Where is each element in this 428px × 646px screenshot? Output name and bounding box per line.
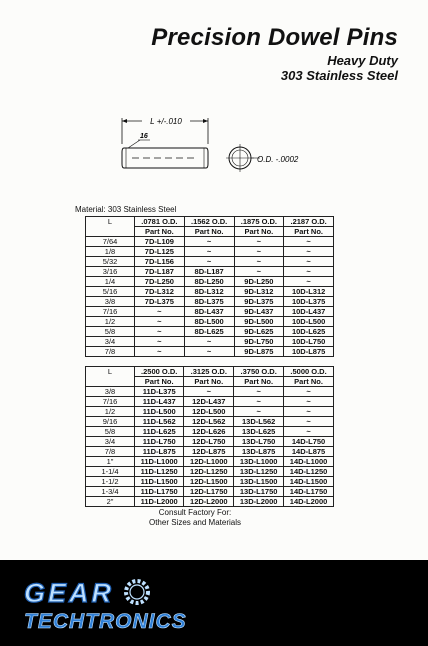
part-number-cell: ~ [184, 237, 234, 247]
table-row [86, 407, 334, 417]
table-row [86, 327, 334, 337]
part-number-cell: 8D-L250 [184, 277, 234, 287]
part-number-cell: ~ [184, 337, 234, 347]
table-row [86, 277, 334, 287]
part-number-cell: ~ [135, 317, 185, 327]
part-number-cell: 14D-L1000 [284, 457, 334, 467]
part-number-cell: 11D-L2000 [135, 497, 184, 507]
part-number-cell: 13D-L1500 [234, 477, 284, 487]
column-header: .3125 O.D. [184, 367, 234, 377]
part-number-cell: 7D-L125 [135, 247, 185, 257]
part-number-cell: 7D-L156 [135, 257, 185, 267]
length-cell: 1/4 [86, 277, 135, 287]
part-number-cell: ~ [284, 417, 334, 427]
part-number-cell: 9D-L250 [234, 277, 284, 287]
part-number-cell: ~ [184, 387, 234, 397]
column-header: .1875 O.D. [234, 217, 284, 227]
part-number-cell: 7D-L250 [135, 277, 185, 287]
part-number-cell: ~ [234, 387, 284, 397]
subtitle-material: 303 Stainless Steel [280, 68, 398, 83]
part-number-cell: 13D-L625 [234, 427, 284, 437]
table-row [86, 237, 334, 247]
part-number-cell: 12D-L2000 [184, 497, 234, 507]
brand-line-gear: GEAR [24, 578, 115, 608]
table-row [86, 297, 334, 307]
length-cell: 7/16 [86, 307, 135, 317]
dowel-pin-diagram [110, 110, 310, 190]
table-header-row [86, 217, 334, 227]
table-row [86, 317, 334, 327]
part-number-cell: 11D-L1250 [135, 467, 184, 477]
table-row [86, 347, 334, 357]
part-number-cell: 10D-L312 [284, 287, 334, 297]
part-number-cell: 12D-L1750 [184, 487, 234, 497]
footnote [130, 508, 260, 528]
length-cell: 1" [86, 457, 135, 467]
part-number-cell: ~ [234, 247, 284, 257]
part-number-cell: ~ [284, 237, 334, 247]
part-no-header: Part No. [234, 377, 284, 387]
length-cell: 1-1/4 [86, 467, 135, 477]
part-no-header: Part No. [135, 377, 184, 387]
part-number-cell: ~ [184, 247, 234, 257]
table-row [86, 477, 334, 487]
column-header: .5000 O.D. [284, 367, 334, 377]
part-number-cell: 8D-L437 [184, 307, 234, 317]
part-number-cell: ~ [284, 397, 334, 407]
part-number-cell: 12D-L626 [184, 427, 234, 437]
part-number-cell: 10D-L875 [284, 347, 334, 357]
length-cell: 3/16 [86, 267, 135, 277]
column-header: .0781 O.D. [135, 217, 185, 227]
length-cell: 7/16 [86, 397, 135, 407]
part-number-cell: 8D-L187 [184, 267, 234, 277]
length-cell: 3/8 [86, 297, 135, 307]
table-row [86, 427, 334, 437]
length-cell: 7/64 [86, 237, 135, 247]
part-no-header: Part No. [234, 227, 284, 237]
part-number-cell: 8D-L500 [184, 317, 234, 327]
length-cell: 7/8 [86, 447, 135, 457]
length-cell: 1/8 [86, 247, 135, 257]
part-number-cell: 11D-L750 [135, 437, 184, 447]
part-number-cell: 9D-L437 [234, 307, 284, 317]
table-row [86, 457, 334, 467]
part-number-cell: 11D-L562 [135, 417, 184, 427]
part-no-header: Part No. [284, 227, 334, 237]
length-tolerance-label: L +/-.010 [150, 117, 182, 126]
part-number-cell: 11D-L500 [135, 407, 184, 417]
part-number-cell: 7D-L109 [135, 237, 185, 247]
table-row [86, 307, 334, 317]
length-cell: 5/16 [86, 287, 135, 297]
part-number-cell: 9D-L312 [234, 287, 284, 297]
part-number-cell: 11D-L875 [135, 447, 184, 457]
chamfer-label: 16 [140, 133, 148, 140]
length-cell: 1/2 [86, 407, 135, 417]
part-number-cell: 11D-L437 [135, 397, 184, 407]
part-number-cell: 8D-L625 [184, 327, 234, 337]
part-number-cell: 14D-L750 [284, 437, 334, 447]
part-number-cell: 11D-L375 [135, 387, 184, 397]
part-number-cell: 14D-L1500 [284, 477, 334, 487]
subtitle-heavy-duty: Heavy Duty [327, 53, 398, 68]
part-no-header: Part No. [184, 377, 234, 387]
part-number-cell: 13D-L875 [234, 447, 284, 457]
brand-banner [0, 560, 428, 646]
table-row [86, 247, 334, 257]
table-header-row [86, 367, 334, 377]
part-number-cell: ~ [234, 397, 284, 407]
length-header: L [86, 217, 135, 237]
part-number-cell: 7D-L187 [135, 267, 185, 277]
part-number-cell: 10D-L437 [284, 307, 334, 317]
part-number-cell: 12D-L500 [184, 407, 234, 417]
length-cell: 1/2 [86, 317, 135, 327]
part-number-cell: ~ [184, 257, 234, 267]
part-number-cell: 10D-L750 [284, 337, 334, 347]
part-number-cell: 10D-L375 [284, 297, 334, 307]
part-number-cell: 13D-L1250 [234, 467, 284, 477]
page-title: Precision Dowel Pins [151, 24, 398, 51]
part-number-cell: ~ [135, 327, 185, 337]
part-number-cell: ~ [234, 267, 284, 277]
length-cell: 1-3/4 [86, 487, 135, 497]
part-number-cell: 11D-L625 [135, 427, 184, 437]
table-row [86, 257, 334, 267]
table-row [86, 447, 334, 457]
part-number-cell: ~ [284, 267, 334, 277]
part-number-cell: 8D-L375 [184, 297, 234, 307]
part-number-cell: ~ [135, 337, 185, 347]
part-no-header: Part No. [184, 227, 234, 237]
part-number-cell: 10D-L625 [284, 327, 334, 337]
length-cell: 2" [86, 497, 135, 507]
part-number-cell: 13D-L750 [234, 437, 284, 447]
column-header: .3750 O.D. [234, 367, 284, 377]
footnote-line: Consult Factory For: [158, 508, 232, 517]
table-row [86, 437, 334, 447]
brand-logo [0, 560, 428, 646]
part-number-cell: 13D-L562 [234, 417, 284, 427]
part-number-cell: ~ [184, 347, 234, 357]
part-number-cell: 8D-L312 [184, 287, 234, 297]
table-row [86, 487, 334, 497]
column-header: .2500 O.D. [135, 367, 184, 377]
part-number-cell: 13D-L1000 [234, 457, 284, 467]
length-cell: 3/4 [86, 337, 135, 347]
part-number-cell: 9D-L500 [234, 317, 284, 327]
length-cell: 5/8 [86, 427, 135, 437]
spec-table-large [85, 366, 334, 507]
part-number-cell: 11D-L1750 [135, 487, 184, 497]
part-number-cell: 12D-L437 [184, 397, 234, 407]
brand-line-techtronics: TECHTRONICS [24, 610, 187, 633]
part-number-cell: 14D-L1250 [284, 467, 334, 477]
part-number-cell: ~ [284, 257, 334, 267]
part-number-cell: 13D-L2000 [234, 497, 284, 507]
spec-table-small [85, 216, 334, 357]
part-number-cell: ~ [284, 387, 334, 397]
od-tolerance-label: O.D. -.0002 [257, 155, 299, 164]
part-number-cell: 14D-L1750 [284, 487, 334, 497]
part-number-cell: 12D-L562 [184, 417, 234, 427]
part-number-cell: ~ [284, 277, 334, 287]
part-number-cell: ~ [284, 407, 334, 417]
length-cell: 5/8 [86, 327, 135, 337]
part-number-cell: 10D-L500 [284, 317, 334, 327]
part-number-cell: ~ [234, 257, 284, 267]
part-number-cell: 11D-L1000 [135, 457, 184, 467]
table-row [86, 387, 334, 397]
part-number-cell: ~ [284, 427, 334, 437]
footnote-line: Other Sizes and Materials [148, 518, 242, 527]
table-row [86, 267, 334, 277]
part-number-cell: 12D-L1500 [184, 477, 234, 487]
part-number-cell: 12D-L750 [184, 437, 234, 447]
material-label: Material: 303 Stainless Steel [75, 205, 177, 214]
part-number-cell: 7D-L375 [135, 297, 185, 307]
length-cell: 3/4 [86, 437, 135, 447]
part-number-cell: 12D-L1000 [184, 457, 234, 467]
gear-icon [126, 581, 148, 603]
part-number-cell: ~ [234, 407, 284, 417]
length-header: L [86, 367, 135, 387]
length-cell: 1-1/2 [86, 477, 135, 487]
table-row [86, 397, 334, 407]
table-row [86, 287, 334, 297]
part-number-cell: 9D-L875 [234, 347, 284, 357]
part-number-cell: 11D-L1500 [135, 477, 184, 487]
table-row [86, 467, 334, 477]
part-number-cell: 14D-L875 [284, 447, 334, 457]
part-number-cell: 9D-L375 [234, 297, 284, 307]
part-number-cell: 12D-L1250 [184, 467, 234, 477]
part-number-cell: 7D-L312 [135, 287, 185, 297]
part-no-header: Part No. [135, 227, 185, 237]
part-number-cell: 14D-L2000 [284, 497, 334, 507]
table-row [86, 497, 334, 507]
length-cell: 3/8 [86, 387, 135, 397]
column-header: .2187 O.D. [284, 217, 334, 227]
part-number-cell: 9D-L625 [234, 327, 284, 337]
length-cell: 9/16 [86, 417, 135, 427]
table-row [86, 417, 334, 427]
part-number-cell: ~ [135, 307, 185, 317]
part-number-cell: 12D-L875 [184, 447, 234, 457]
part-number-cell: ~ [284, 247, 334, 257]
part-number-cell: ~ [234, 237, 284, 247]
length-cell: 7/8 [86, 347, 135, 357]
part-number-cell: 13D-L1750 [234, 487, 284, 497]
table-row [86, 337, 334, 347]
column-header: .1562 O.D. [184, 217, 234, 227]
part-number-cell: ~ [135, 347, 185, 357]
length-cell: 5/32 [86, 257, 135, 267]
part-number-cell: 9D-L750 [234, 337, 284, 347]
part-no-header: Part No. [284, 377, 334, 387]
